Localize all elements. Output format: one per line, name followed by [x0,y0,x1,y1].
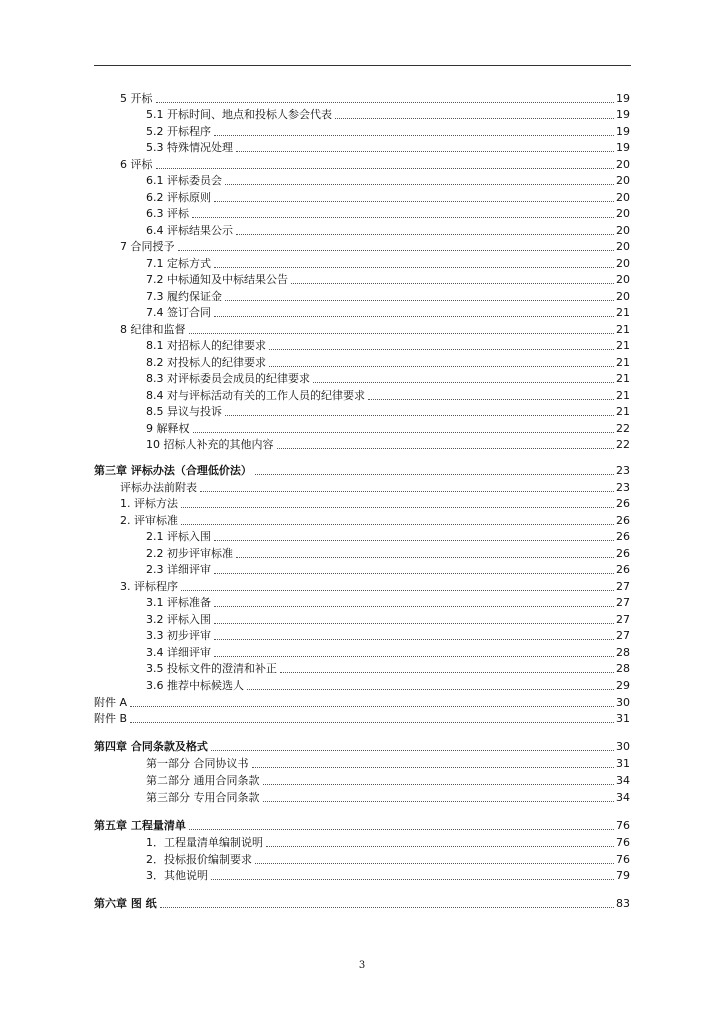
toc-entry[interactable] [120,578,630,594]
toc-entry-label: 7 合同授予 [120,240,175,253]
toc-entry-label: 3.2 评标入围 [146,613,211,626]
toc-entry[interactable] [146,851,630,867]
toc-entry-page: 83 [616,897,630,910]
toc-entry[interactable] [146,644,630,660]
toc-entry-label: 6.4 评标结果公示 [146,224,233,237]
toc-leader-dots [368,399,614,400]
toc-entry-label: 1．工程量清单编制说明 [146,836,263,849]
toc-leader-dots [269,366,614,367]
toc-leader-dots [269,349,614,350]
toc-leader-dots [214,316,614,317]
toc-leader-dots [181,590,614,591]
toc-leader-dots [214,540,614,541]
toc-leader-dots [252,767,615,768]
toc-entry-label: 3.6 推荐中标候选人 [146,679,244,692]
toc-entry[interactable] [120,479,630,495]
toc-entry-page: 76 [616,819,630,832]
toc-leader-dots [214,656,614,657]
toc-entry[interactable] [146,755,630,771]
toc-leader-dots [214,606,614,607]
toc-entry[interactable] [146,123,630,139]
toc-entry-page: 30 [616,740,630,753]
toc-entry-label: 2. 评审标准 [120,514,178,527]
toc-entry-page: 21 [616,339,630,352]
toc-entry[interactable] [146,772,630,788]
toc-entry-page: 19 [616,92,630,105]
toc-leader-dots [130,722,614,723]
toc-leader-dots [181,507,614,508]
toc-leader-dots [313,382,614,383]
toc-entry-label: 第六章 图 纸 [94,897,157,910]
toc-entry[interactable] [146,205,630,221]
toc-entry-page: 76 [616,853,630,866]
toc-entry-page: 23 [616,481,630,494]
toc-entry[interactable] [146,420,630,436]
toc-entry-page: 19 [616,125,630,138]
toc-entry[interactable] [146,337,630,353]
toc-entry[interactable] [120,495,630,511]
toc-entry-page: 20 [616,240,630,253]
toc-entry-label: 8.1 对招标人的纪律要求 [146,339,266,352]
toc-entry[interactable] [146,288,630,304]
toc-entry-page: 21 [616,405,630,418]
toc-entry-page: 29 [616,679,630,692]
toc-entry-page: 23 [616,464,630,477]
toc-entry-label: 附件 A [94,696,128,709]
toc-entry[interactable] [146,660,630,676]
toc-leader-dots [214,267,614,268]
toc-leader-dots [263,784,615,785]
toc-entry-page: 34 [616,774,630,787]
toc-entry-page: 20 [616,290,630,303]
toc-entry-label: 第三部分 专用合同条款 [146,791,260,804]
toc-leader-dots [335,118,614,119]
toc-entry-label: 6.3 评标 [146,207,189,220]
toc-entry-label: 2.3 详细评审 [146,563,211,576]
toc-entry-label: 第三章 评标办法（合理低价法） [94,464,252,477]
toc-entry[interactable] [146,271,630,287]
toc-entry-page: 26 [616,514,630,527]
toc-entry-label: 3. 评标程序 [120,580,178,593]
toc-entry-page: 21 [616,389,630,402]
toc-entry-page: 21 [616,356,630,369]
toc-leader-dots [214,639,614,640]
toc-entry-label: 5.3 特殊情况处理 [146,141,233,154]
toc-entry[interactable] [146,627,630,643]
toc-entry-page: 20 [616,257,630,270]
toc-entry[interactable] [146,594,630,610]
toc-entry-label: 2．投标报价编制要求 [146,853,252,866]
toc-entry-page: 20 [616,207,630,220]
toc-entry[interactable] [146,172,630,188]
toc-entry-page: 26 [616,530,630,543]
toc-entry-page: 26 [616,563,630,576]
toc-entry-page: 28 [616,646,630,659]
toc-entry-label: 7.3 履约保证金 [146,290,222,303]
toc-entry-page: 27 [616,613,630,626]
toc-entry-page: 76 [616,836,630,849]
toc-entry-page: 21 [616,372,630,385]
toc-entry[interactable] [120,238,630,254]
toc-entry[interactable] [94,895,630,911]
toc-entry[interactable] [146,255,630,271]
toc-leader-dots [214,623,614,624]
toc-entry[interactable] [146,834,630,850]
toc-entry-label: 7.1 定标方式 [146,257,211,270]
toc-entry-page: 20 [616,174,630,187]
toc-entry-label: 8 纪律和监督 [120,323,186,336]
toc-entry-label: 附件 B [94,712,128,725]
toc-entry[interactable] [94,710,630,726]
toc-entry-label: 第四章 合同条款及格式 [94,740,208,753]
toc-entry[interactable] [146,403,630,419]
toc-leader-dots [280,672,614,673]
toc-entry[interactable] [94,694,630,710]
toc-entry-label: 6.2 评标原则 [146,191,211,204]
toc-entry-label: 5 开标 [120,92,153,105]
toc-entry-page: 31 [616,712,630,725]
toc-leader-dots [263,801,615,802]
toc-entry-label: 第一部分 合同协议书 [146,757,249,770]
toc-entry[interactable] [146,106,630,122]
toc-entry-label: 1. 评标方法 [120,497,178,510]
toc-entry-label: 10 招标人补充的其他内容 [146,438,274,451]
toc-entry[interactable] [146,867,630,883]
toc-entry-label: 9 解释权 [146,422,190,435]
toc-entry[interactable] [146,387,630,403]
toc-entry-page: 26 [616,547,630,560]
toc-entry[interactable] [146,139,630,155]
toc-leader-dots [255,863,614,864]
toc-leader-dots [225,300,614,301]
toc-entry-label: 5.2 开标程序 [146,125,211,138]
toc-entry[interactable] [120,321,630,337]
toc-leader-dots [178,250,615,251]
toc-entry-page: 22 [616,438,630,451]
toc-leader-dots [160,907,614,908]
toc-leader-dots [225,415,614,416]
toc-leader-dots [247,689,614,690]
toc-leader-dots [189,333,615,334]
toc-entry[interactable] [146,528,630,544]
toc-entry-label: 7.4 签订合同 [146,306,211,319]
toc-leader-dots [192,217,614,218]
toc-leader-dots [211,750,614,751]
toc-entry-label: 2.1 评标入围 [146,530,211,543]
toc-entry[interactable] [146,370,630,386]
toc-entry[interactable] [146,545,630,561]
toc-entry-page: 34 [616,791,630,804]
toc-entry-label: 7.2 中标通知及中标结果公告 [146,273,288,286]
toc-entry[interactable] [94,738,630,754]
toc-entry-page: 27 [616,580,630,593]
toc-entry-page: 19 [616,108,630,121]
toc-leader-dots [214,573,614,574]
toc-entry-page: 28 [616,662,630,675]
toc-entry-label: 评标办法前附表 [120,481,197,494]
toc-leader-dots [211,879,614,880]
toc-entry[interactable] [146,436,630,452]
toc-entry[interactable] [146,189,630,205]
toc-leader-dots [189,829,614,830]
toc-entry-page: 20 [616,158,630,171]
toc-leader-dots [291,283,614,284]
toc-entry[interactable] [120,156,630,172]
toc-entry-page: 26 [616,497,630,510]
toc-entry-page: 20 [616,273,630,286]
toc-leader-dots [200,491,614,492]
toc-entry-label: 第二部分 通用合同条款 [146,774,260,787]
toc-leader-dots [214,201,614,202]
toc-entry[interactable] [120,512,630,528]
toc-entry-page: 31 [616,757,630,770]
toc-entry-page: 20 [616,224,630,237]
toc-entry[interactable] [146,304,630,320]
toc-leader-dots [156,102,615,103]
page-number: 3 [358,960,366,971]
toc-leader-dots [181,524,614,525]
toc-entry-page: 27 [616,596,630,609]
toc-entry-label: 3.5 投标文件的澄清和补正 [146,662,277,675]
toc-entry-page: 19 [616,141,630,154]
toc-entry-label: 3.3 初步评审 [146,629,211,642]
toc-leader-dots [225,184,614,185]
toc-entry[interactable] [94,817,630,833]
toc-entry-page: 27 [616,629,630,642]
toc-entry-label: 5.1 开标时间、地点和投标人参会代表 [146,108,332,121]
toc-entry-page: 30 [616,696,630,709]
toc-leader-dots [193,432,615,433]
toc-entry-label: 6 评标 [120,158,153,171]
toc-entry-page: 20 [616,191,630,204]
toc-leader-dots [277,448,615,449]
toc-entry-label: 8.5 异议与投诉 [146,405,222,418]
toc-entry-page: 21 [616,323,630,336]
toc-entry[interactable] [146,611,630,627]
toc-entry[interactable] [146,789,630,805]
toc-leader-dots [236,234,614,235]
toc-leader-dots [214,135,614,136]
toc-entry-page: 79 [616,869,630,882]
toc-entry-page: 22 [616,422,630,435]
toc-entry-label: 第五章 工程量清单 [94,819,186,832]
toc-entry-label: 6.1 评标委员会 [146,174,222,187]
toc-entry[interactable] [94,462,630,478]
toc-leader-dots [130,706,614,707]
toc-leader-dots [266,846,614,847]
toc-entry-label: 8.2 对投标人的纪律要求 [146,356,266,369]
toc-entry-label: 3.1 评标准备 [146,596,211,609]
toc-entry-label: 3.4 详细评审 [146,646,211,659]
toc-entry[interactable] [146,561,630,577]
toc-leader-dots [255,474,614,475]
toc-entry[interactable] [146,222,630,238]
toc-leader-dots [236,151,614,152]
toc-entry-label: 8.3 对评标委员会成员的纪律要求 [146,372,310,385]
toc-entry-label: 3．其他说明 [146,869,208,882]
toc-leader-dots [156,168,615,169]
toc-entry[interactable] [146,354,630,370]
toc-entry[interactable] [146,677,630,693]
toc-entry-label: 8.4 对与评标活动有关的工作人员的纪律要求 [146,389,365,402]
toc-leader-dots [236,557,614,558]
toc-entry-page: 21 [616,306,630,319]
toc-entry-label: 2.2 初步评审标准 [146,547,233,560]
toc-entry[interactable] [120,90,630,106]
